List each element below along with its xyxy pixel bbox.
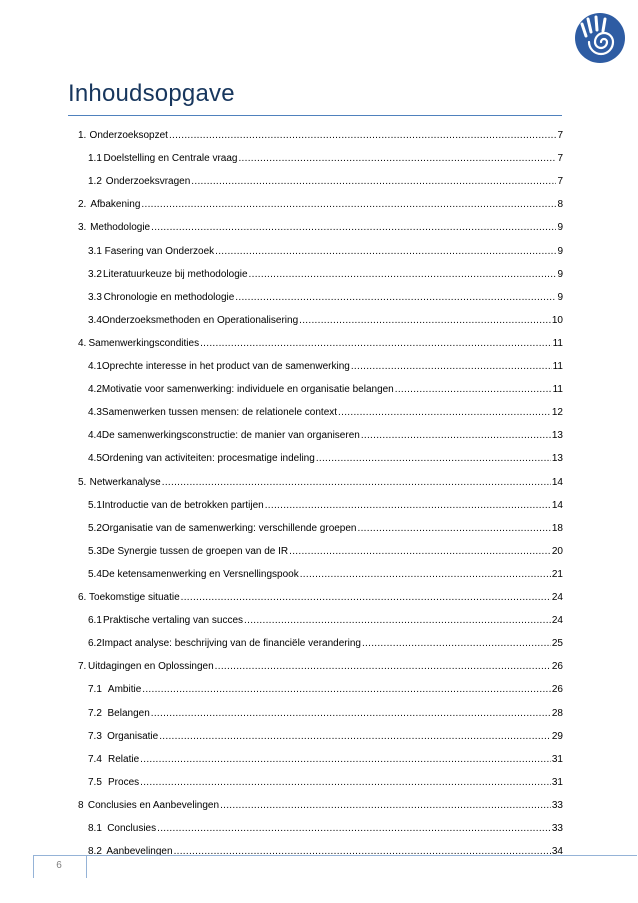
toc-entry-page: 9 bbox=[557, 292, 563, 303]
toc-entry[interactable] bbox=[88, 567, 563, 582]
toc-entry[interactable] bbox=[78, 128, 563, 143]
toc-entry[interactable] bbox=[78, 336, 563, 351]
toc-dot-leader bbox=[361, 428, 551, 443]
page-title: Inhoudsopgave bbox=[68, 80, 235, 107]
toc-dot-leader bbox=[220, 798, 551, 813]
toc-entry-number: 4.5 bbox=[88, 453, 102, 464]
toc-dot-leader bbox=[316, 451, 551, 466]
toc-entry-number: 5.1 bbox=[88, 500, 102, 511]
toc-dot-leader bbox=[169, 128, 557, 143]
toc-dot-leader bbox=[299, 313, 551, 328]
toc-entry-page: 28 bbox=[551, 708, 563, 719]
toc-entry-label: Conclusies bbox=[107, 823, 157, 834]
toc-entry[interactable] bbox=[88, 313, 563, 328]
toc-entry[interactable] bbox=[88, 729, 563, 744]
toc-dot-leader bbox=[200, 336, 552, 351]
toc-entry[interactable] bbox=[78, 659, 563, 674]
toc-entry-label: Ordening van activiteiten: procesmatige indeling bbox=[101, 453, 315, 464]
toc-dot-leader bbox=[162, 475, 551, 490]
toc-dot-leader bbox=[265, 498, 551, 513]
toc-entry-label: Organisatie bbox=[107, 731, 159, 742]
toc-entry-label: Methodologie bbox=[90, 222, 151, 233]
toc-entry-label: Oprechte interesse in het product van de samenwerking bbox=[101, 361, 350, 372]
toc-dot-leader bbox=[215, 244, 556, 259]
toc-entry-number: 5.4 bbox=[88, 569, 102, 580]
toc-entry[interactable] bbox=[78, 798, 563, 813]
toc-entry-label: Afbakening bbox=[90, 199, 141, 210]
toc-dot-leader bbox=[157, 821, 551, 836]
toc-entry[interactable] bbox=[88, 752, 563, 767]
toc-entry-label: Netwerkanalyse bbox=[89, 477, 161, 488]
toc-entry-page: 31 bbox=[551, 754, 563, 765]
toc-dot-leader bbox=[159, 729, 551, 744]
toc-entry-number: 1.1 bbox=[88, 153, 102, 164]
toc-entry-page: 12 bbox=[551, 407, 563, 418]
toc-entry-label: Motivatie voor samenwerking: individuele en organisatie belangen bbox=[101, 384, 394, 395]
toc-dot-leader bbox=[140, 752, 551, 767]
toc-entry-number: 3.2 bbox=[88, 269, 102, 280]
toc-entry-label: Praktische vertaling van succes bbox=[102, 615, 244, 626]
toc-entry-label: De samenwerkingsconstructie: de manier van organiseren bbox=[101, 430, 360, 441]
toc-entry[interactable] bbox=[88, 267, 563, 282]
toc-dot-leader bbox=[191, 174, 556, 189]
toc-dot-leader bbox=[235, 290, 556, 305]
toc-entry-page: 7 bbox=[557, 176, 563, 187]
toc-entry[interactable] bbox=[88, 359, 563, 374]
toc-entry-label: Chronologie en methodologie bbox=[103, 292, 235, 303]
toc-entry-number: 4.4 bbox=[88, 430, 102, 441]
toc-entry-label: Samenwerkingscondities bbox=[88, 338, 200, 349]
toc-entry[interactable] bbox=[88, 544, 563, 559]
toc-entry-number: 4.1 bbox=[88, 361, 102, 372]
toc-dot-leader bbox=[244, 613, 551, 628]
toc-entry-page: 14 bbox=[551, 477, 563, 488]
toc-entry-number: 4. bbox=[78, 338, 87, 349]
toc-entry[interactable] bbox=[88, 174, 563, 189]
toc-entry-label: Introductie van de betrokken partijen bbox=[101, 500, 264, 511]
toc-dot-leader bbox=[351, 359, 552, 374]
toc-dot-leader bbox=[141, 197, 556, 212]
spiral-hand-logo-icon bbox=[574, 12, 626, 64]
toc-entry-page: 33 bbox=[551, 823, 563, 834]
toc-dot-leader bbox=[395, 382, 552, 397]
toc-entry[interactable] bbox=[88, 382, 563, 397]
toc-entry-label: Conclusies en Aanbevelingen bbox=[87, 800, 220, 811]
toc-entry-label: Ambitie bbox=[107, 684, 142, 695]
toc-entry[interactable] bbox=[88, 244, 563, 259]
toc-entry-label: De Synergie tussen de groepen van de IR bbox=[101, 546, 289, 557]
toc-entry-label: De ketensamenwerking en Versnellingspook bbox=[101, 569, 299, 580]
toc-entry-page: 11 bbox=[552, 361, 563, 372]
toc-dot-leader bbox=[249, 267, 557, 282]
toc-entry-label: Doelstelling en Centrale vraag bbox=[103, 153, 238, 164]
toc-entry-number: 7.2 bbox=[88, 708, 102, 719]
toc-entry-page: 24 bbox=[551, 615, 563, 626]
toc-entry-page: 13 bbox=[551, 453, 563, 464]
toc-entry[interactable] bbox=[88, 706, 563, 721]
toc-entry-number: 8.2 bbox=[88, 846, 102, 857]
toc-entry-number: 3.4 bbox=[88, 315, 102, 326]
toc-entry-number: 5.3 bbox=[88, 546, 102, 557]
toc-entry-page: 10 bbox=[551, 315, 563, 326]
toc-dot-leader bbox=[300, 567, 551, 582]
toc-entry-label: Impact analyse: beschrijving van de financiële verandering bbox=[101, 638, 361, 649]
toc-dot-leader bbox=[362, 636, 551, 651]
toc-entry-label: Belangen bbox=[107, 708, 150, 719]
toc-entry-number: 1.2 bbox=[88, 176, 102, 187]
toc-entry-page: 11 bbox=[552, 384, 563, 395]
toc-entry-page: 7 bbox=[557, 153, 563, 164]
toc-entry-page: 13 bbox=[551, 430, 563, 441]
toc-entry-label: Onderzoeksvragen bbox=[105, 176, 191, 187]
toc-entry-number: 7.1 bbox=[88, 684, 102, 695]
toc-entry[interactable] bbox=[78, 197, 563, 212]
toc-dot-leader bbox=[174, 844, 551, 859]
toc-entry[interactable] bbox=[88, 290, 563, 305]
toc-entry-number: 4.3 bbox=[88, 407, 102, 418]
toc-entry-label: Onderzoeksopzet bbox=[89, 130, 168, 141]
toc-entry-page: 11 bbox=[552, 338, 563, 349]
toc-entry[interactable] bbox=[88, 428, 563, 443]
toc-entry-number: 7.5 bbox=[88, 777, 102, 788]
toc-entry[interactable] bbox=[78, 220, 563, 235]
toc-entry-number: 5.2 bbox=[88, 523, 102, 534]
toc-entry-number: 5. bbox=[78, 477, 87, 488]
toc-entry-label: Toekomstige situatie bbox=[89, 592, 180, 603]
toc-dot-leader bbox=[151, 706, 551, 721]
footer-rule bbox=[33, 855, 637, 856]
toc-entry-number: 6. bbox=[78, 592, 87, 603]
toc-entry-page: 21 bbox=[551, 569, 563, 580]
toc-entry-number: 3.3 bbox=[88, 292, 102, 303]
toc-dot-leader bbox=[140, 775, 551, 790]
toc-entry[interactable] bbox=[88, 451, 563, 466]
toc-entry-number: 8 bbox=[78, 800, 84, 811]
toc-entry-label: Samenwerken tussen mensen: de relationele context bbox=[101, 407, 338, 418]
toc-entry-label: Aanbevelingen bbox=[106, 846, 173, 857]
toc-dot-leader bbox=[238, 151, 556, 166]
toc-entry-page: 26 bbox=[551, 661, 563, 672]
toc-entry-page: 20 bbox=[551, 546, 563, 557]
toc-entry[interactable] bbox=[78, 590, 563, 605]
toc-entry-label: Literatuurkeuze bij methodologie bbox=[103, 269, 248, 280]
toc-entry-number: 7. bbox=[78, 661, 87, 672]
toc-entry-number: 7.4 bbox=[88, 754, 102, 765]
toc-entry-number: 6.1 bbox=[88, 615, 102, 626]
toc-entry[interactable] bbox=[88, 151, 563, 166]
toc-entry-page: 8 bbox=[557, 199, 563, 210]
toc-entry-label: Uitdagingen en Oplossingen bbox=[88, 661, 214, 672]
toc-entry-label: Organisatie van de samenwerking: verschillende groepen bbox=[101, 523, 357, 534]
toc-entry-page: 33 bbox=[551, 800, 563, 811]
page-number: 6 bbox=[56, 860, 62, 871]
toc-entry-page: 9 bbox=[557, 246, 563, 257]
toc-entry[interactable] bbox=[88, 636, 563, 651]
toc-entry-number: 3. bbox=[78, 222, 87, 233]
toc-entry[interactable] bbox=[78, 475, 563, 490]
toc-entry-number: 2. bbox=[78, 199, 87, 210]
toc-entry-page: 18 bbox=[551, 523, 563, 534]
toc-dot-leader bbox=[338, 405, 551, 420]
toc-entry[interactable] bbox=[88, 521, 563, 536]
toc-entry[interactable] bbox=[88, 844, 563, 859]
toc-dot-leader bbox=[151, 220, 556, 235]
toc-entry-page: 31 bbox=[551, 777, 563, 788]
toc-entry-page: 9 bbox=[557, 269, 563, 280]
toc-entry-number: 6.2 bbox=[88, 638, 102, 649]
toc-dot-leader bbox=[215, 659, 551, 674]
toc-dot-leader bbox=[358, 521, 551, 536]
toc-entry-number: 4.2 bbox=[88, 384, 102, 395]
toc-entry-label: Onderzoeksmethoden en Operationalisering bbox=[101, 315, 299, 326]
toc-entry-page: 14 bbox=[551, 500, 563, 511]
toc-entry[interactable] bbox=[88, 682, 563, 697]
toc-entry[interactable] bbox=[88, 775, 563, 790]
toc-entry[interactable] bbox=[88, 498, 563, 513]
toc-entry-number: 7.3 bbox=[88, 731, 102, 742]
toc-entry-number: 1. bbox=[78, 130, 87, 141]
toc-entry[interactable] bbox=[88, 613, 563, 628]
toc-entry[interactable] bbox=[88, 405, 563, 420]
toc-entry-page: 26 bbox=[551, 684, 563, 695]
toc-dot-leader bbox=[289, 544, 551, 559]
toc-entry[interactable] bbox=[88, 821, 563, 836]
toc-entry-page: 24 bbox=[551, 592, 563, 603]
toc-entry-label: Fasering van Onderzoek bbox=[104, 246, 215, 257]
title-underline bbox=[68, 115, 562, 116]
toc-dot-leader bbox=[142, 682, 551, 697]
toc-entry-page: 25 bbox=[551, 638, 563, 649]
toc-entry-label: Proces bbox=[108, 777, 140, 788]
toc-entry-page: 34 bbox=[551, 846, 563, 857]
toc-entry-label: Relatie bbox=[108, 754, 140, 765]
toc-entry-number: 3.1 bbox=[88, 246, 102, 257]
toc-dot-leader bbox=[181, 590, 551, 605]
toc-entry-page: 7 bbox=[557, 130, 563, 141]
toc-entry-number: 8.1 bbox=[88, 823, 102, 834]
toc-entry-page: 9 bbox=[557, 222, 563, 233]
toc-entry-page: 29 bbox=[551, 731, 563, 742]
